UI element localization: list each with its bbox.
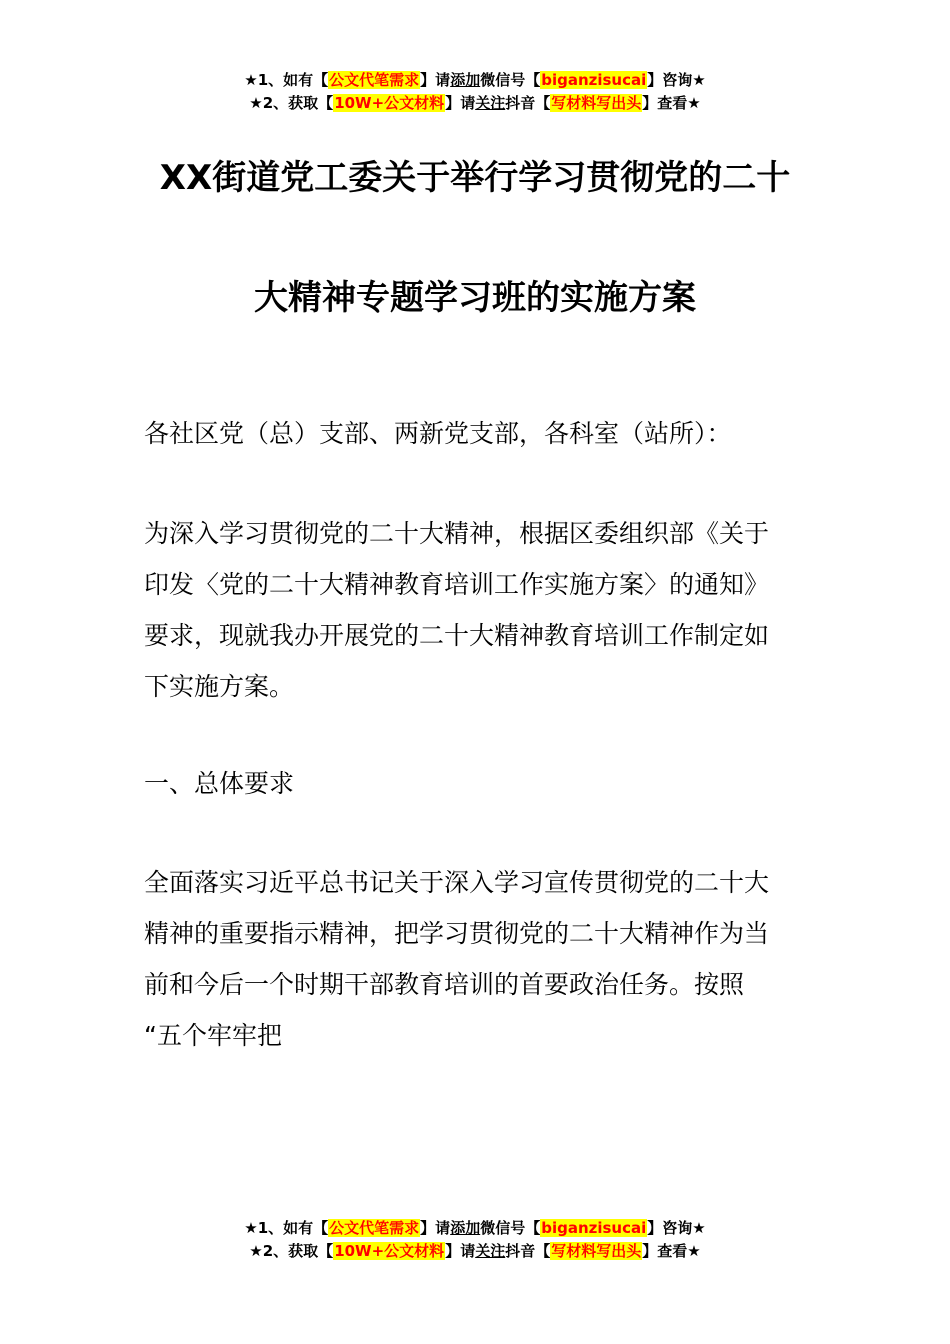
banner-highlight: 10W+公文材料 xyxy=(334,1242,445,1260)
section-body-paragraph xyxy=(144,857,814,1061)
banner-text: 】查看★ xyxy=(642,94,701,112)
banner-text: 】咨询★ xyxy=(647,1219,706,1237)
text-line: 为深入学习贯彻党的二十大精神，根据区委组织部《关于 xyxy=(144,519,770,548)
banner-text: ★1、如有【 xyxy=(244,1219,329,1237)
document-title-line-1: XX街道党工委关于举行学习贯彻党的二十 xyxy=(159,158,791,198)
banner-highlight: 写材料写出头 xyxy=(551,94,642,112)
banner-text: 】请 xyxy=(420,1219,451,1237)
banner-highlight: biganzisucai xyxy=(541,71,647,89)
banner-text: 】请 xyxy=(445,94,476,112)
banner-line-2 xyxy=(0,92,950,115)
banner-text: ★2、获取【 xyxy=(249,1242,334,1260)
banner-text: 微信号【 xyxy=(480,71,541,89)
text-line: 印发〈党的二十大精神教育培训工作实施方案〉的通知》 xyxy=(144,570,770,599)
document-title-line-2: 大精神专题学习班的实施方案 xyxy=(254,278,696,318)
banner-text: 抖音【 xyxy=(505,94,551,112)
banner-line-1 xyxy=(0,1217,950,1240)
text-line: 全面落实习近平总书记关于深入学习宣传贯彻党的二十大 xyxy=(144,868,770,897)
banner-underlined-text: 关注 xyxy=(475,1242,506,1260)
greeting: 各社区党（总）支部、两新党支部，各科室（站所）： xyxy=(144,419,732,448)
banner-text: 】请 xyxy=(420,71,451,89)
banner-text: ★1、如有【 xyxy=(244,71,329,89)
banner-underlined-text: 添加 xyxy=(450,1219,481,1237)
banner-line-2 xyxy=(0,1240,950,1263)
banner-underlined-text: 关注 xyxy=(475,94,506,112)
banner-text: 】咨询★ xyxy=(647,71,706,89)
text-line: 精神的重要指示精神，把学习贯彻党的二十大精神作为当 xyxy=(144,919,770,948)
banner-highlight: 写材料写出头 xyxy=(551,1242,642,1260)
banner-highlight: 公文代笔需求 xyxy=(329,1219,420,1237)
top-banner xyxy=(0,69,950,115)
text-line: “五个牢牢把 xyxy=(144,1021,282,1050)
text-line: 前和今后一个时期干部教育培训的首要政治任务。按照 xyxy=(144,970,745,999)
banner-highlight: 公文代笔需求 xyxy=(329,71,420,89)
bottom-banner xyxy=(0,1217,950,1263)
banner-text: ★2、获取【 xyxy=(249,94,334,112)
banner-highlight: 10W+公文材料 xyxy=(334,94,445,112)
banner-line-1 xyxy=(0,69,950,92)
banner-highlight: biganzisucai xyxy=(541,1219,647,1237)
banner-text: 】请 xyxy=(445,1242,476,1260)
banner-underlined-text: 添加 xyxy=(450,71,481,89)
banner-text: 】查看★ xyxy=(642,1242,701,1260)
text-line: 要求，现就我办开展党的二十大精神教育培训工作制定如 xyxy=(144,621,770,650)
section-heading: 一、总体要求 xyxy=(144,769,295,798)
banner-text: 抖音【 xyxy=(505,1242,551,1260)
intro-paragraph xyxy=(144,508,814,712)
banner-text: 微信号【 xyxy=(480,1219,541,1237)
text-line: 下实施方案。 xyxy=(144,672,295,701)
